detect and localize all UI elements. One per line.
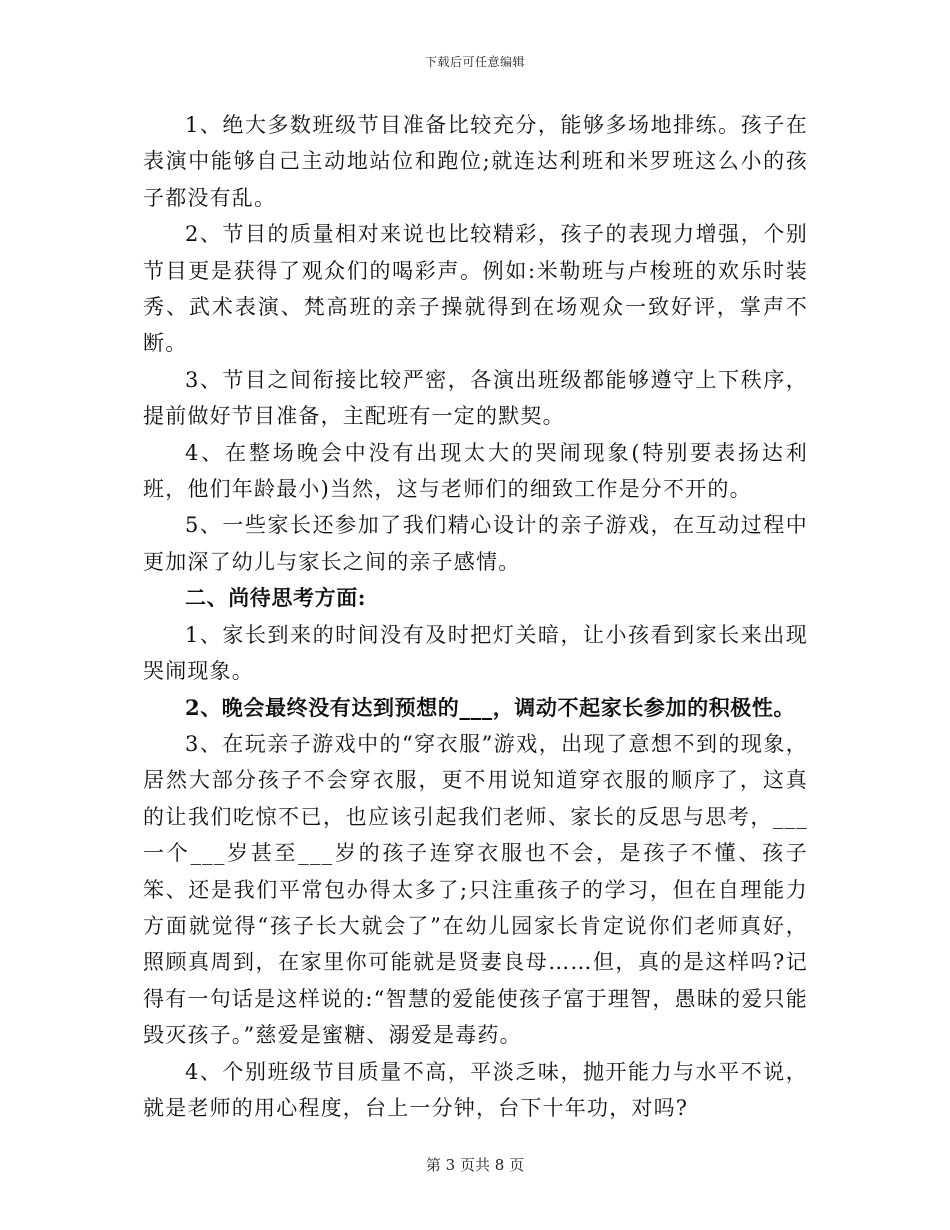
page-header: 下载后可任意编辑	[424, 55, 525, 69]
section-heading: 二、尚待思考方面:	[185, 585, 367, 611]
paragraph-9: 4、个别班级节目质量不高，平淡乏味，抛开能力与水平不说，就是老师的用心程度，台上一分钟，台下十年功，对吗?	[143, 1059, 808, 1120]
paragraph-4: 4、在整场晚会中没有出现太大的哭闹现象(特别要表扬达利班，他们年龄最小)当然，这与老师们的细致工作是分不开的。	[143, 440, 808, 502]
paragraph-7-bold: 2、晚会最终没有达到预想的___，调动不起家长参加的积极性。	[185, 694, 796, 720]
paragraph-5: 5、一些家长还参加了我们精心设计的亲子游戏，在互动过程中更加深了幼儿与家长之间的亲子感情。	[143, 513, 808, 574]
paragraph-1: 1、绝大多数班级节目准备比较充分，能够多场地排练。孩子在表演中能够自己主动地站位和跑位;就连达利班和米罗班这么小的孩子都没有乱。	[143, 113, 808, 210]
paragraph-3: 3、节目之间衔接比较严密，各演出班级都能够遵守上下秩序，提前做好节目准备，主配班有一定的默契。	[143, 367, 808, 429]
document-body	[143, 107, 808, 1126]
paragraph-2: 2、节目的质量相对来说也比较精彩，孩子的表现力增强，个别节目更是获得了观众们的喝彩声。例如:米勒班与卢梭班的欢乐时装秀、武术表演、梵高班的亲子操就得到在场观众一致好评，掌声不断。	[143, 222, 808, 356]
paragraph-6: 1、家长到来的时间没有及时把灯关暗，让小孩看到家长来出现哭闹现象。	[143, 622, 808, 684]
paragraph-8: 3、在玩亲子游戏中的“穿衣服”游戏，出现了意想不到的现象，居然大部分孩子不会穿衣服，更不用说知道穿衣服的顺序了，这真的让我们吃惊不已，也应该引起我们老师、家长的反思与思考，___一个___岁甚至___岁的孩子连穿衣服也不会，是孩子不懂、孩子笨、还是我们平常包办得太多了;只注重孩子的学习，但在自理能力方面就觉得“孩子长大就会了”在幼儿园家长肯定说你们老师真好，照顾真周到，在家里你可能就是贤妻良母……但，真的是这样吗?记得有一句话是这样说的:“智慧的爱能使孩子富于理智，愚昧的爱只能毁灭孩子。”慈爱是蜜糖、溺爱是毒药。	[143, 731, 808, 1048]
page-footer: 第 3 页共 8 页	[425, 1156, 525, 1174]
